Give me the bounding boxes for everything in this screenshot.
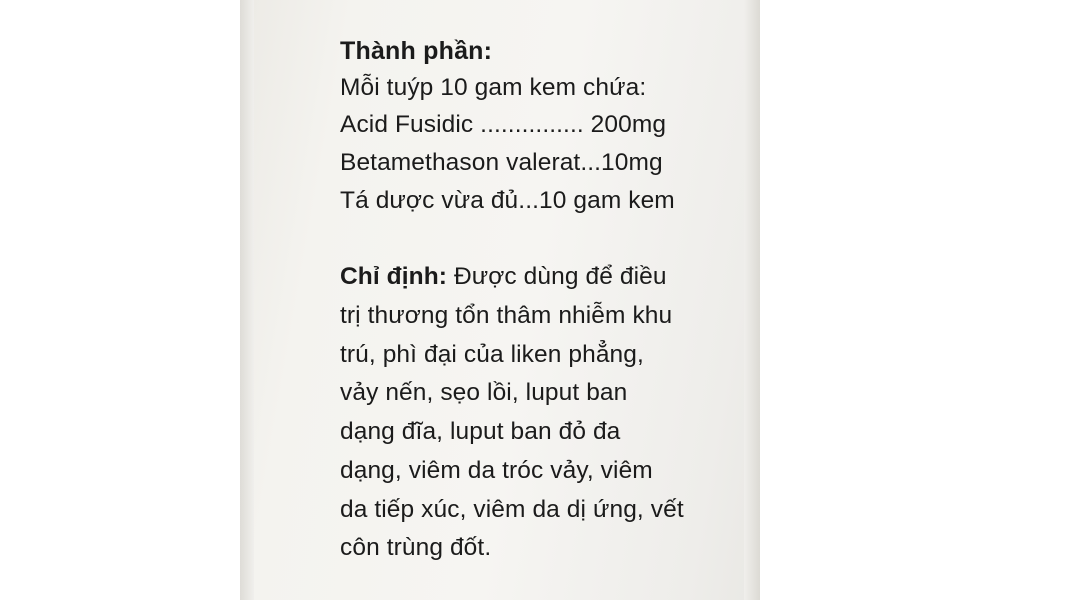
indication-line: côn trùng đốt. <box>340 534 492 562</box>
medicine-package-panel <box>240 0 760 600</box>
composition-line: Acid Fusidic ............... 200mg <box>340 111 667 139</box>
package-text-block <box>340 34 744 568</box>
indication-line: trị thương tổn thâm nhiễm khu <box>340 302 673 330</box>
composition-line: Mỗi tuýp 10 gam kem chứa: <box>340 73 647 101</box>
composition-line: Betamethason valerat...10mg <box>340 149 663 177</box>
indication-section <box>340 258 744 568</box>
indication-body <box>340 297 744 568</box>
indication-line: dạng đĩa, luput ban đỏ đa <box>340 418 621 446</box>
indication-first-line <box>340 258 744 297</box>
composition-heading: Thành phần: <box>340 37 493 65</box>
composition-section <box>340 34 744 220</box>
indication-line: Được dùng để điều <box>453 263 667 291</box>
indication-label: Chỉ định: <box>340 263 448 291</box>
indication-line: da tiếp xúc, viêm da dị ứng, vết <box>340 495 684 523</box>
indication-line: vảy nến, sẹo lồi, luput ban <box>340 379 628 407</box>
composition-line: Tá dược vừa đủ...10 gam kem <box>340 187 675 215</box>
panel-right-edge <box>744 0 760 600</box>
panel-left-edge <box>240 0 254 600</box>
indication-line: dạng, viêm da tróc vảy, viêm <box>340 456 653 484</box>
indication-line: trú, phì đại của liken phẳng, <box>340 340 644 368</box>
